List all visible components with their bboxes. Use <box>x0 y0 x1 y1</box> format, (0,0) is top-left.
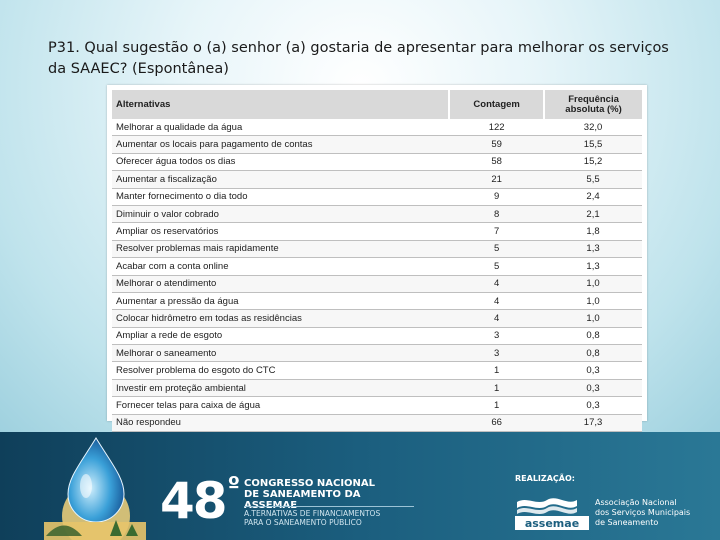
congress-title-line1: CONGRESSO NACIONAL <box>244 478 376 489</box>
row-contagem: 5 <box>449 258 544 275</box>
row-contagem: 4 <box>449 275 544 292</box>
slide-title: P31. Qual sugestão o (a) senhor (a) gostaria de apresentar para melhorar os serviços da SAAEC? (Espontânea) <box>48 40 669 77</box>
assemae-description-line3: de Saneamento <box>595 518 659 527</box>
row-frequencia: 1,0 <box>544 292 642 309</box>
row-frequencia: 1,8 <box>544 223 642 240</box>
row-contagem: 1 <box>449 379 544 396</box>
row-alternativa: Aumentar a pressão da água <box>112 292 449 309</box>
table-row <box>112 171 642 188</box>
row-frequencia: 32,0 <box>544 119 642 136</box>
edition-ordinal: º <box>227 473 239 498</box>
table-header-row <box>112 90 642 119</box>
row-contagem: 21 <box>449 171 544 188</box>
row-contagem: 1 <box>449 397 544 414</box>
table-row <box>112 397 642 414</box>
row-frequencia: 1,3 <box>544 240 642 257</box>
edition-number <box>160 472 238 530</box>
realizacao-label: REALIZAÇÃO: <box>515 474 575 483</box>
row-frequencia: 0,3 <box>544 362 642 379</box>
row-contagem: 1 <box>449 362 544 379</box>
table-row <box>112 414 642 431</box>
assemae-logo <box>515 496 589 530</box>
row-contagem: 58 <box>449 153 544 170</box>
row-contagem: 4 <box>449 292 544 309</box>
header-alternativas: Alternativas <box>112 90 449 119</box>
row-frequencia: 1,0 <box>544 275 642 292</box>
row-frequencia: 0,8 <box>544 327 642 344</box>
assemae-description <box>595 498 705 528</box>
row-contagem: 8 <box>449 205 544 222</box>
row-frequencia: 1,0 <box>544 310 642 327</box>
row-alternativa: Fornecer telas para caixa de água <box>112 397 449 414</box>
assemae-description-line1: Associação Nacional <box>595 498 677 507</box>
row-frequencia: 2,4 <box>544 188 642 205</box>
row-alternativa: Aumentar a fiscalização <box>112 171 449 188</box>
congress-subtitle-line2: PARA O SANEAMENTO PÚBLICO <box>244 518 362 527</box>
row-alternativa: Aumentar os locais para pagamento de contas <box>112 136 449 153</box>
table-row <box>112 345 642 362</box>
row-alternativa: Ampliar os reservatórios <box>112 223 449 240</box>
row-contagem: 59 <box>449 136 544 153</box>
row-alternativa: Diminuir o valor cobrado <box>112 205 449 222</box>
table-row <box>112 119 642 136</box>
row-frequencia: 5,5 <box>544 171 642 188</box>
table-row <box>112 136 642 153</box>
header-frequencia-line1: Frequência <box>568 93 619 105</box>
water-drop-logo <box>36 436 154 540</box>
row-frequencia: 15,5 <box>544 136 642 153</box>
row-contagem: 3 <box>449 327 544 344</box>
row-contagem: 3 <box>449 345 544 362</box>
table-row <box>112 362 642 379</box>
results-table <box>112 90 642 432</box>
table-row <box>112 223 642 240</box>
table-body <box>112 119 642 432</box>
row-alternativa: Melhorar a qualidade da água <box>112 119 449 136</box>
row-frequencia: 0,3 <box>544 379 642 396</box>
header-frequencia-line2: absoluta (%) <box>565 103 622 115</box>
table-row <box>112 188 642 205</box>
row-contagem: 9 <box>449 188 544 205</box>
table-row <box>112 310 642 327</box>
row-alternativa: Investir em proteção ambiental <box>112 379 449 396</box>
table-row <box>112 153 642 170</box>
table-row <box>112 258 642 275</box>
congress-title-line2: DE SANEAMENTO DA ASSEMAE <box>244 489 361 511</box>
row-frequencia: 0,3 <box>544 397 642 414</box>
row-frequencia: 0,8 <box>544 345 642 362</box>
table-row <box>112 379 642 396</box>
row-contagem: 5 <box>449 240 544 257</box>
row-frequencia: 1,3 <box>544 258 642 275</box>
row-contagem: 7 <box>449 223 544 240</box>
row-frequencia: 15,2 <box>544 153 642 170</box>
edition-number-value: 48 <box>160 472 226 530</box>
row-alternativa: Oferecer água todos os dias <box>112 153 449 170</box>
table-row <box>112 205 642 222</box>
table-row <box>112 240 642 257</box>
row-alternativa: Manter fornecimento o dia todo <box>112 188 449 205</box>
row-alternativa: Melhorar o saneamento <box>112 345 449 362</box>
table-row <box>112 292 642 309</box>
row-alternativa: Colocar hidrômetro em todas as residências <box>112 310 449 327</box>
row-contagem: 4 <box>449 310 544 327</box>
row-alternativa: Resolver problemas mais rapidamente <box>112 240 449 257</box>
row-alternativa: Melhorar o atendimento <box>112 275 449 292</box>
row-frequencia: 17,3 <box>544 414 642 431</box>
row-contagem: 122 <box>449 119 544 136</box>
header-frequencia <box>544 90 642 119</box>
row-frequencia: 2,1 <box>544 205 642 222</box>
row-contagem: 66 <box>449 414 544 431</box>
row-alternativa: Não respondeu <box>112 414 449 431</box>
table-row <box>112 275 642 292</box>
assemae-description-line2: dos Serviços Municipais <box>595 508 691 517</box>
table-row <box>112 327 642 344</box>
assemae-brand-text: assemae <box>524 517 580 530</box>
congress-subtitle-line1: A.TERNATIVAS DE FINANCIAMENTOS <box>244 509 381 518</box>
header-contagem: Contagem <box>449 90 544 119</box>
row-alternativa: Ampliar a rede de esgoto <box>112 327 449 344</box>
results-table-panel <box>107 85 647 429</box>
row-alternativa: Resolver problema do esgoto do CTC <box>112 362 449 379</box>
congress-subtitle <box>244 506 414 527</box>
row-alternativa: Acabar com a conta online <box>112 258 449 275</box>
